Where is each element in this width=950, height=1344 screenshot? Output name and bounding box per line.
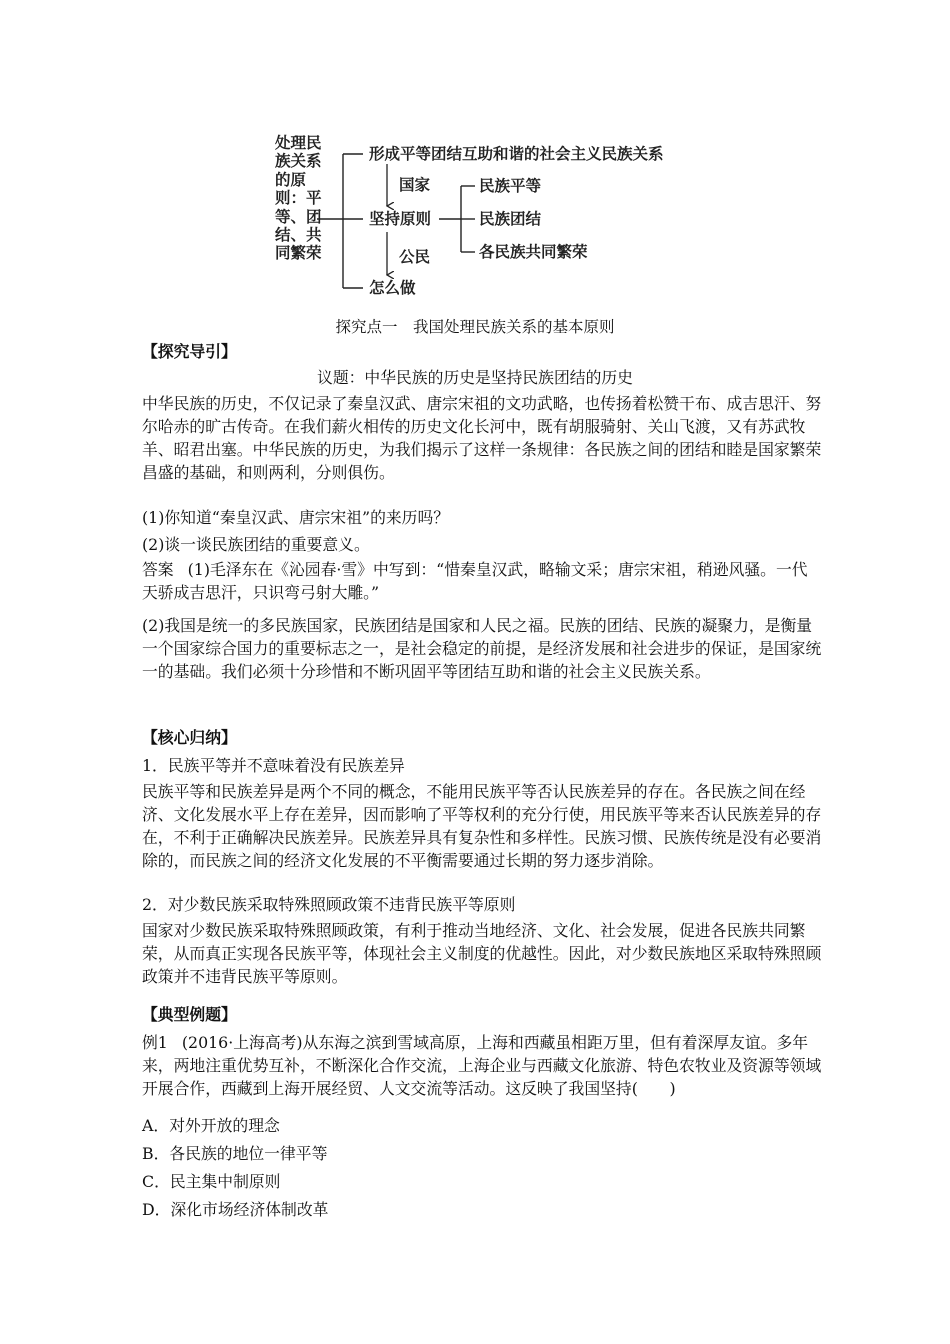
diagram-arrow-label-citizen: 公民 — [399, 248, 431, 266]
diagram-principle-unity: 民族团结 — [479, 210, 542, 228]
guide-answer-1 — [142, 558, 822, 604]
example-label: 例1 — [142, 1033, 168, 1052]
diagram-principle-prosperity: 各民族共同繁荣 — [479, 243, 588, 261]
guide-topic: 议题：中华民族的历史是坚持民族团结的历史 — [317, 368, 633, 387]
diagram-principle-equality: 民族平等 — [479, 177, 542, 195]
core-point-1-text: 民族平等和民族差异是两个不同的概念，不能用民族平等否认民族差异的存在。各民族之间在经济、文化发展水平上存在差异，因而影响了平等权利的充分行使，用民族平等来否认民族差异的存在，不利于正确解决民族差异。民族差异具有复杂性和多样性。民族习惯、民族传统是没有必要消除的，而民族之间的经济文化发展的不平衡需要通过长期的努力逐步消除。 — [142, 782, 822, 870]
guide-question-1: (1)你知道“秦皇汉武、唐宗宋祖”的来历吗？ — [142, 508, 450, 527]
core-point-2-title: 2．对少数民族采取特殊照顾政策不违背民族平等原则 — [142, 895, 516, 914]
section-caption: 探究点一 我国处理民族关系的基本原则 — [335, 318, 615, 336]
guide-answer-2: (2)我国是统一的多民族国家，民族团结是国家和人民之福。民族的团结、民族的凝聚力，是衡量一个国家综合国力的重要标志之一，是社会稳定的前提，是经济发展和社会进步的保证，是国家统一的基础。我们必须十分珍惜和不断巩固平等团结互助和谐的社会主义民族关系。 — [142, 616, 822, 681]
diagram-left-column: 处理民族关系的原则：平等、团结、共同繁荣 — [275, 134, 322, 263]
guide-paragraph: 中华民族的历史，不仅记录了秦皇汉武、唐宗宋祖的文功武略，也传扬着松赞干布、成吉思汗、努尔哈赤的旷古传奇。在我们薪火相传的历史文化长河中，既有胡服骑射、关山飞渡，又有苏武牧羊、昭君出塞。中华民族的历史，为我们揭示了这样一条规律：各民族之间的团结和睦是国家繁荣昌盛的基础，和则两利，分则俱伤。 — [142, 394, 822, 482]
answer-label: 答案 — [142, 560, 174, 579]
diagram-bottom-item: 怎么做 — [369, 279, 416, 297]
option-b: B．各民族的地位一律平等 — [142, 1144, 328, 1163]
option-c: C．民主集中制原则 — [142, 1172, 281, 1191]
option-a: A．对外开放的理念 — [142, 1116, 280, 1135]
answer-1-text: (1)毛泽东在《沁园春·雪》中写到：“惜秦皇汉武，略输文采；唐宗宋祖，稍逊风骚。一代天骄成吉思汗，只识弯弓射大雕。” — [142, 560, 808, 602]
core-heading: 【核心归纳】 — [142, 728, 237, 747]
example-stem-text: (2016·上海高考)从东海之滨到雪域高原，上海和西藏虽相距万里，但有着深厚友谊。多年来，两地注重优势互补，不断深化合作交流，上海企业与西藏文化旅游、特色农牧业及资源等领域开展合作，西藏到上海开展经贸、人文交流等活动。这反映了我国坚持( ) — [142, 1033, 822, 1098]
concept-diagram — [265, 128, 695, 303]
example-heading: 【典型例题】 — [142, 1005, 237, 1024]
guide-question-2: (2)谈一谈民族团结的重要意义。 — [142, 535, 370, 554]
option-d: D．深化市场经济体制改革 — [142, 1200, 329, 1219]
guide-heading: 【探究导引】 — [142, 342, 237, 361]
diagram-top-item: 形成平等团结互助和谐的社会主义民族关系 — [369, 145, 664, 163]
diagram-middle-item: 坚持原则 — [369, 210, 432, 228]
diagram-arrow-label-state: 国家 — [399, 176, 431, 194]
core-point-2-text: 国家对少数民族采取特殊照顾政策，有利于推动当地经济、文化、社会发展，促进各民族共同繁荣，从而真正实现各民族平等，体现社会主义制度的优越性。因此，对少数民族地区采取特殊照顾政策并不违背民族平等原则。 — [142, 921, 822, 986]
example-stem — [142, 1031, 822, 1100]
core-point-1-title: 1．民族平等并不意味着没有民族差异 — [142, 756, 405, 775]
